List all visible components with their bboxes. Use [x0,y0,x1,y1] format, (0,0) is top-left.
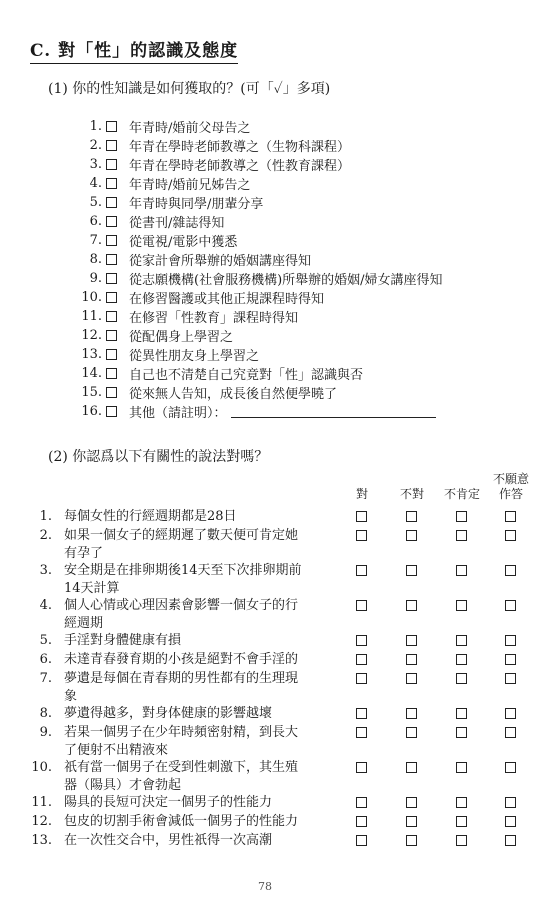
q1-option-number: 10. [81,290,102,305]
q1-option-checkbox[interactable] [106,178,117,189]
q1-option-label: 從家計會所舉辦的婚姻講座得知 [129,254,312,269]
q2-answer-checkbox[interactable] [356,762,367,773]
q2-statement-text [64,759,326,795]
q2-answer-checkbox[interactable] [505,816,516,827]
q1-option-label: 自己也不清楚自己究竟對「性」認識與否 [129,368,364,383]
q1-option-checkbox[interactable] [106,235,117,246]
q2-answer-checkbox[interactable] [356,635,367,646]
q2-statement-text [64,597,326,633]
q2-statement-line: 每個女性的行經週期都是28日 [64,509,237,524]
q2-answer-checkbox[interactable] [406,835,417,846]
q2-column-header: 對 [355,487,368,501]
q2-answer-checkbox[interactable] [505,600,516,611]
q2-answer-checkbox[interactable] [456,511,467,522]
q2-statement-number: 1. [39,509,52,524]
q2-statement-line: 陽具的長短可決定一個男子的性能力 [64,795,273,810]
q1-option [74,364,443,383]
q2-answer-checkbox[interactable] [356,673,367,684]
q1-option-number: 5. [89,195,102,210]
q2-statement-line: 若果一個男子在少年時頻密射精，到長大 [64,725,299,740]
q2-answer-checkbox[interactable] [406,600,417,611]
q2-statement-number: 7. [39,671,52,686]
q2-answer-checkbox[interactable] [406,708,417,719]
question-1-title: (1) 你的性知識是如何獲取的？(可「✓」多項) [48,81,331,97]
q1-option [74,231,443,250]
q2-statement-number: 9. [39,725,52,740]
q2-answer-checkbox[interactable] [505,654,516,665]
q2-column-header: 不願意作答 [493,472,530,501]
q2-statement-text [64,651,326,669]
q2-answer-checkbox[interactable] [406,673,417,684]
question-1-options [74,117,443,421]
q1-option [74,250,443,269]
q2-answer-checkbox[interactable] [406,816,417,827]
q2-statement-number: 11. [31,795,52,810]
q2-answer-checkbox[interactable] [356,511,367,522]
q1-option [74,402,443,421]
q2-statement-text [64,562,326,598]
q2-statement-text [64,813,326,831]
q1-option-number: 2. [89,138,102,153]
q1-option-number: 16. [81,404,102,419]
q2-statement-number: 2. [39,528,52,543]
q1-option [74,383,443,402]
q2-statement-line: 如果一個女子的經期遲了數天便可肯定她 [64,528,299,543]
q1-option-number: 11. [81,309,102,324]
question-2-title: (2) 你認爲以下有關性的說法對嗎？ [48,449,269,465]
q2-answer-checkbox[interactable] [505,762,516,773]
q2-statement-line: 象 [64,689,78,704]
q2-statement-number: 10. [31,760,52,775]
q2-statement-text [64,527,326,563]
q2-statement-text [64,832,326,850]
q2-answer-checkbox[interactable] [505,797,516,808]
q2-statement-text [64,632,326,650]
q2-answer-checkbox[interactable] [356,708,367,719]
q1-option-number: 4. [89,176,102,191]
q2-answer-checkbox[interactable] [356,530,367,541]
q2-statement-line: 器（陽具）才會勃起 [64,778,182,793]
q2-answer-checkbox[interactable] [456,762,467,773]
q1-option-checkbox[interactable] [106,273,117,284]
other-specify-line[interactable] [231,405,436,418]
q1-option-number: 9. [89,271,102,286]
q2-statement-number: 12. [31,814,52,829]
q2-answer-checkbox[interactable] [456,835,467,846]
q1-option-number: 13. [81,347,102,362]
q2-statement-line: 在一次性交合中，男性祇得一次高潮 [64,833,273,848]
q2-statement-text [64,670,326,706]
q2-answer-checkbox[interactable] [356,654,367,665]
q2-column-header: 不肯定 [443,487,480,501]
q2-answer-checkbox[interactable] [456,797,467,808]
q2-statement-number: 5. [39,633,52,648]
q2-answer-checkbox[interactable] [406,635,417,646]
q1-option-label: 從來無人告知，成長後自然便學曉了 [129,387,338,402]
q2-statement-line: 個人心情或心理因素會影響一個女子的行 [64,598,299,613]
q2-answer-checkbox[interactable] [505,511,516,522]
q2-answer-checkbox[interactable] [356,797,367,808]
q2-statement-line: 祇有當一個男子在受到性刺激下，其生殖 [64,760,299,775]
q2-answer-checkbox[interactable] [356,565,367,576]
q2-statement-line: 14天計算 [64,581,120,596]
q1-option-number: 8. [89,252,102,267]
q2-statement-number: 8. [39,706,52,721]
q2-answer-checkbox[interactable] [505,708,516,719]
q2-statement-line: 了便射不出精液來 [64,743,169,758]
q1-option-checkbox[interactable] [106,216,117,227]
q1-option-label: 在修習醫護或其他正規課程時得知 [129,292,325,307]
q2-answer-checkbox[interactable] [505,565,516,576]
q2-answer-checkbox[interactable] [356,835,367,846]
q1-option [74,212,443,231]
q2-statement-line: 夢遺得越多，對身体健康的影響越壞 [64,706,273,721]
q2-statement-text [64,705,326,723]
q1-option [74,288,443,307]
q1-option-number: 6. [89,214,102,229]
q1-option [74,117,443,136]
q2-answer-checkbox[interactable] [505,727,516,738]
q2-statement-number: 4. [39,598,52,613]
q2-statement-line: 夢遺是每個在青春期的男性都有的生理現 [64,671,299,686]
q1-option-number: 7. [89,233,102,248]
q2-answer-checkbox[interactable] [505,635,516,646]
q2-answer-checkbox[interactable] [406,654,417,665]
q2-statement-line: 經週期 [64,616,104,631]
q1-option-label: 年青時/婚前父母告之 [129,121,251,136]
q1-option-checkbox[interactable] [106,406,117,417]
q1-option [74,174,443,193]
q2-answer-checkbox[interactable] [456,565,467,576]
q1-option-checkbox[interactable] [106,197,117,208]
q1-option [74,155,443,174]
page-number: 78 [258,880,272,893]
q2-answer-checkbox[interactable] [456,530,467,541]
q1-option-number: 15. [81,385,102,400]
q2-answer-checkbox[interactable] [456,727,467,738]
q1-option-label: 從電視/電影中獲悉 [129,235,238,250]
q1-option-label: 其他（請註明）： [129,406,227,421]
q1-option-checkbox[interactable] [106,368,117,379]
q1-option-number: 12. [81,328,102,343]
q2-statement-line: 有孕了 [64,546,104,561]
q1-option-label: 在修習「性教育」課程時得知 [129,311,299,326]
q1-option-checkbox[interactable] [106,292,117,303]
q1-option-number: 14. [81,366,102,381]
q1-option [74,269,443,288]
q1-option-checkbox[interactable] [106,254,117,265]
q2-answer-checkbox[interactable] [456,708,467,719]
q1-option-label: 從配偶身上學習之 [129,330,234,345]
q2-column-header: 不對 [399,487,424,501]
q1-option-label: 從書刊/雜誌得知 [129,216,225,231]
q2-answer-checkbox[interactable] [406,762,417,773]
q2-answer-checkbox[interactable] [406,530,417,541]
q1-option-label: 年青在學時老師教導之（性教育課程） [129,159,351,174]
q2-statement-line: 包皮的切割手術會減低一個男子的性能力 [64,814,299,829]
section-title: C. 對「性」的認識及態度 [30,36,238,64]
q1-option-label: 年青時/婚前兄姊告之 [129,178,251,193]
q1-option-label: 年青在學時老師教導之（生物科課程） [129,140,351,155]
q2-statement-number: 3. [39,563,52,578]
q1-option-checkbox[interactable] [106,159,117,170]
q2-statement-number: 13. [31,833,52,848]
q1-option-number: 3. [89,157,102,172]
q2-answer-checkbox[interactable] [456,654,467,665]
q1-option [74,326,443,345]
q2-answer-checkbox[interactable] [456,816,467,827]
q1-option-number: 1. [89,119,102,134]
q2-answer-checkbox[interactable] [356,600,367,611]
q1-option-checkbox[interactable] [106,311,117,322]
q1-option-checkbox[interactable] [106,330,117,341]
q1-option-label: 從志願機構(社會服務機構)所舉辦的婚姻/婦女講座得知 [129,273,443,288]
q2-statement-line: 手淫對身體健康有損 [64,633,182,648]
q2-answer-checkbox[interactable] [406,511,417,522]
q2-answer-checkbox[interactable] [505,673,516,684]
q2-statement-line: 未達青春發育期的小孩是絕對不會手淫的 [64,652,299,667]
q2-statement-line: 安全期是在排卵期後14天至下次排卵期前 [64,563,302,578]
q1-option-checkbox[interactable] [106,140,117,151]
q2-answer-checkbox[interactable] [456,673,467,684]
q2-answer-checkbox[interactable] [406,727,417,738]
q2-answer-checkbox[interactable] [356,727,367,738]
q1-option-label: 從異性朋友身上學習之 [129,349,260,364]
q2-answer-checkbox[interactable] [406,565,417,576]
q1-option-label: 年青時與同學/朋輩分享 [129,197,264,212]
q1-option [74,307,443,326]
q2-answer-checkbox[interactable] [456,600,467,611]
q2-answer-checkbox[interactable] [456,635,467,646]
q2-answer-checkbox[interactable] [505,530,516,541]
q1-option-checkbox[interactable] [106,121,117,132]
q2-statement-text [64,724,326,760]
q2-answer-checkbox[interactable] [406,797,417,808]
q1-option-checkbox[interactable] [106,387,117,398]
q1-option [74,136,443,155]
q1-option-checkbox[interactable] [106,349,117,360]
q1-option [74,193,443,212]
q1-option [74,345,443,364]
q2-statement-text [64,508,326,526]
q2-statement-text [64,794,326,812]
q2-answer-checkbox[interactable] [356,816,367,827]
q2-statement-number: 6. [39,652,52,667]
q2-answer-checkbox[interactable] [505,835,516,846]
